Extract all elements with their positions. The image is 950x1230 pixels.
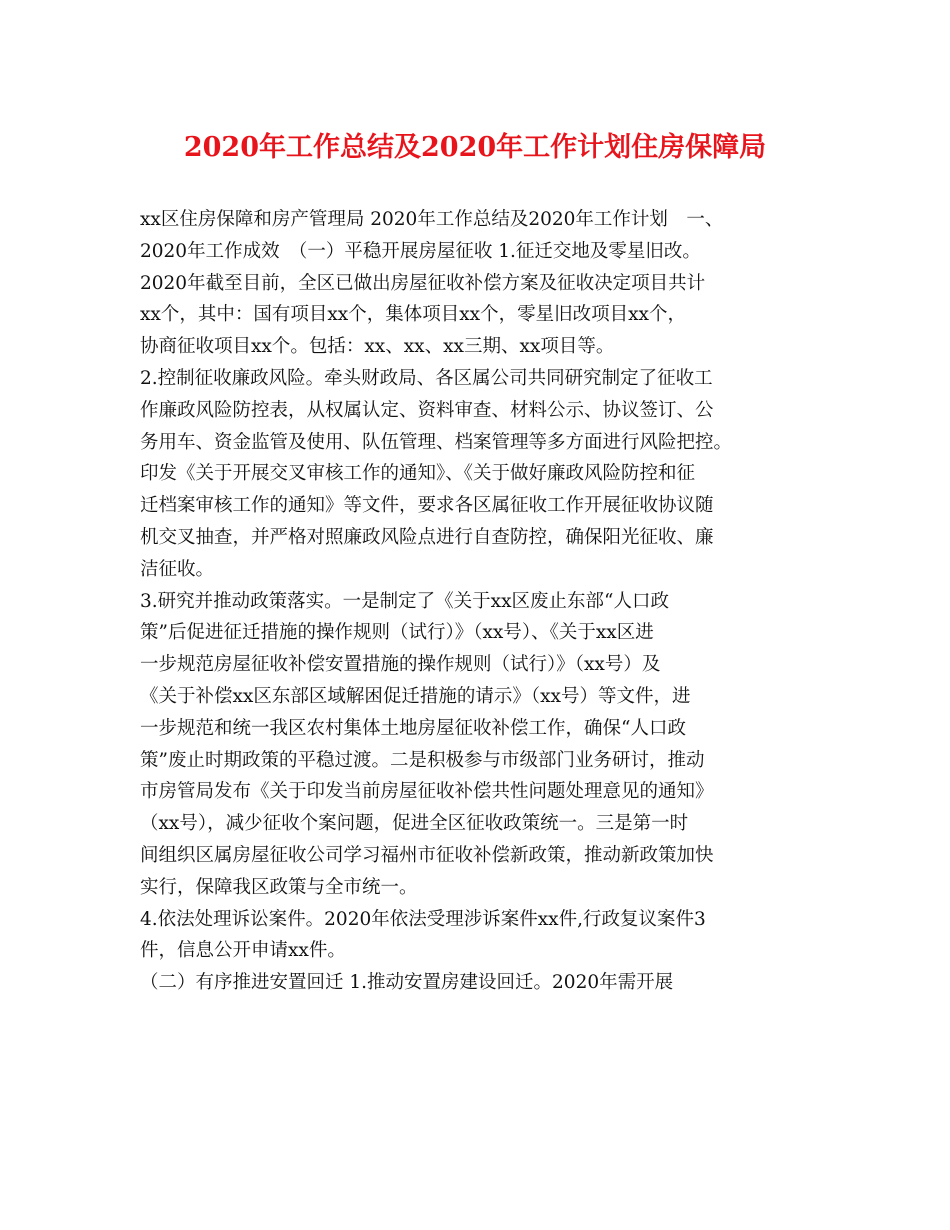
document-body [140, 204, 840, 999]
body-line: （xx号），减少征收个案问题，促进全区征收政策统一。三是第一时 [140, 813, 689, 835]
body-line: 策”后促进征迁措施的操作规则（试行）》（xx号）、《关于xx区进 [140, 622, 654, 644]
body-line: 件，信息公开申请xx件。 [140, 940, 346, 962]
body-line: 一步规范和统一我区农村集体土地房屋征收补偿工作，确保“人口政 [140, 717, 686, 739]
body-line: xx个，其中：国有项目xx个，集体项目xx个，零星旧改项目xx个， [140, 304, 686, 326]
body-line: xx区住房保障和房产管理局 2020年工作总结及2020年工作计划 一、 [140, 209, 724, 230]
body-line: 迁档案审核工作的通知》等文件，要求各区属征收工作开展征收协议随 [140, 495, 714, 517]
body-line: 洁征收。 [140, 558, 215, 580]
body-line: 一步规范房屋征收补偿安置措施的操作规则（试行）》（xx号）及 [140, 654, 661, 676]
body-line: 《关于补偿xx区东部区域解困促迁措施的请示》（xx号）等文件，进 [140, 685, 691, 707]
body-line: （二）有序推进安置回迁 1.推动安置房建设回迁。2020年需开展 [140, 972, 674, 994]
body-line: 作廉政风险防控表，从权属认定、资料审查、材料公示、协议签订、公 [140, 399, 714, 421]
body-line: 间组织区属房屋征收公司学习福州市征收补偿新政策，推动新政策加快 [140, 844, 714, 866]
body-line: 3.研究并推动政策落实。一是制定了《关于xx区废止东部“人口政 [140, 590, 669, 612]
body-line: 2020年工作成效 （一）平稳开展房屋征收 1.征迁交地及零星旧改。 [140, 240, 701, 262]
body-line: 协商征收项目xx个。包括：xx、xx、xx三期、xx项目等。 [140, 336, 615, 358]
body-line: 策”废止时期政策的平稳过渡。二是积极参与市级部门业务研讨，推动 [140, 749, 705, 771]
body-line: 机交叉抽查，并严格对照廉政风险点进行自查防控，确保阳光征收、廉 [140, 526, 714, 548]
body-line: 印发《关于开展交叉审核工作的通知》、《关于做好廉政风险防控和征 [140, 463, 696, 485]
body-line: 实行，保障我区政策与全市统一。 [140, 876, 418, 898]
body-line: 市房管局发布《关于印发当前房屋征收补偿共性问题处理意见的通知》 [140, 781, 714, 803]
body-line: 4.依法处理诉讼案件。2020年依法受理涉诉案件xx件,行政复议案件3 [140, 908, 706, 930]
body-line: 2020年截至目前，全区已做出房屋征收补偿方案及征收决定项目共计 [140, 272, 706, 294]
document-title: 2020年工作总结及2020年工作计划住房保障局 [183, 132, 767, 163]
body-line: 2.控制征收廉政风险。牵头财政局、各区属公司共同研究制定了征收工 [140, 367, 713, 389]
body-line: 务用车、资金监管及使用、队伍管理、档案管理等多方面进行风险把控。 [140, 431, 733, 453]
